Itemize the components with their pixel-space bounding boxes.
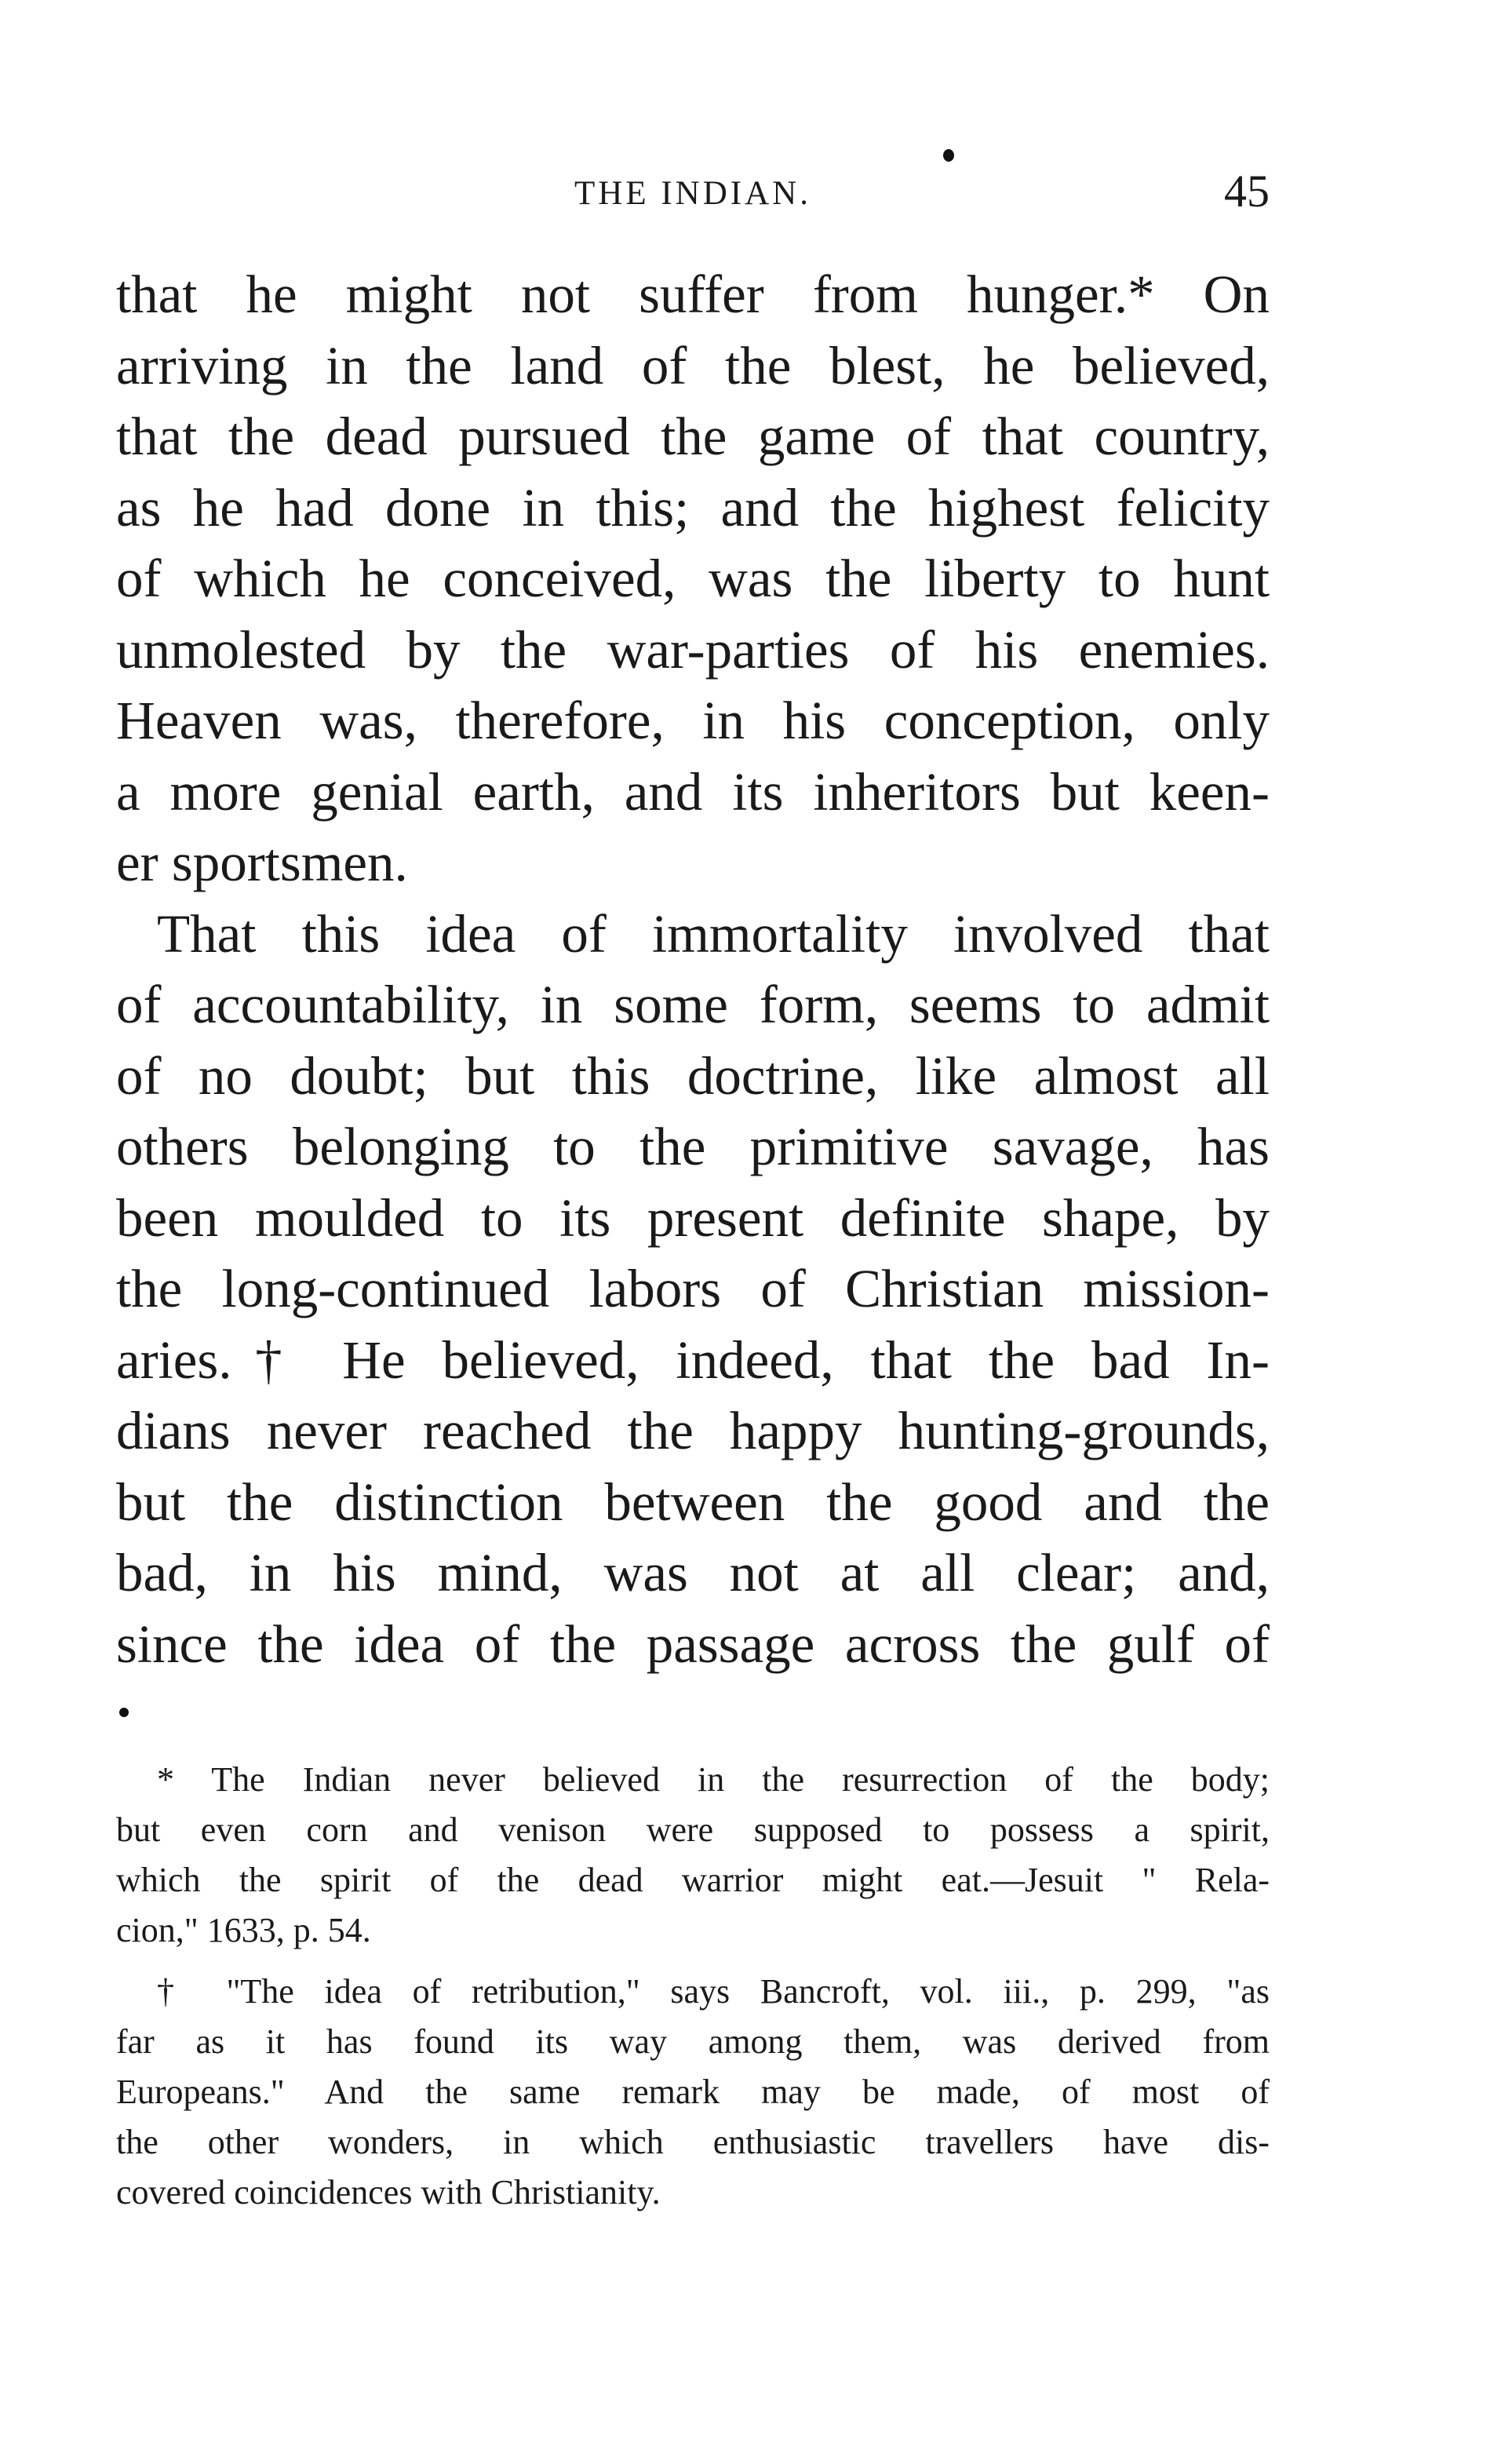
footnote-line: but even corn and venison were supposed to possess a spirit,: [116, 1810, 1270, 1849]
page-number: 45: [1224, 166, 1270, 217]
ink-speck: [119, 1708, 129, 1717]
text-line: Heaven was, therefore, in his conception, only: [116, 691, 1270, 750]
text-line: that he might not suffer from hunger.* On: [116, 264, 1270, 324]
text-line: but the distinction between the good and the: [116, 1471, 1270, 1532]
text-line: That this idea of immortality involved that: [157, 903, 1270, 964]
text-line: of no doubt; but this doctrine, like almost all: [116, 1045, 1270, 1106]
text-line: that the dead pursued the game of that country,: [116, 407, 1270, 466]
footnote-line: the other wonders, in which enthusiastic travellers have dis-: [116, 2123, 1270, 2161]
footnote-asterisk: [116, 1755, 1270, 1956]
text-line: of which he conceived, was the liberty to hunt: [116, 549, 1270, 608]
text-line: a more genial earth, and its inheritors but keen-: [116, 761, 1270, 822]
footnote-line: † "The idea of retribution," says Bancroft, vol. iii., p. 299, "as: [157, 1972, 1270, 2011]
text-line: arriving in the land of the blest, he believed,: [116, 335, 1270, 396]
text-line: been moulded to its present definite shape, by: [116, 1187, 1270, 1248]
text-line: the long-continued labors of Christian mission-: [116, 1259, 1270, 1318]
text-line: others belonging to the primitive savage, has: [116, 1117, 1270, 1176]
text-line: er sportsmen.: [116, 833, 408, 892]
footnote-line: cion," 1633, p. 54.: [116, 1911, 371, 1949]
ink-speck: [943, 149, 954, 162]
footnote-line: Europeans." And the same remark may be made, of most of: [116, 2073, 1270, 2111]
footnote-line: far as it has found its way among them, was derived from: [116, 2022, 1270, 2061]
text-line: aries.† He believed, indeed, that the bad In-: [116, 1329, 1270, 1390]
footnote-line: covered coincidences with Christianity.: [116, 2173, 661, 2211]
text-line: bad, in his mind, was not at all clear; and,: [116, 1543, 1270, 1603]
text-line: unmolested by the war-parties of his enemies.: [116, 619, 1270, 680]
text-line: of accountability, in some form, seems to admit: [116, 975, 1270, 1034]
footnote-line: which the spirit of the dead warrior might eat.—Jesuit " Rela-: [116, 1861, 1270, 1899]
running-head: THE INDIAN.: [574, 175, 811, 212]
footnotes: [116, 1755, 1270, 2218]
text-line: as he had done in this; and the highest felicity: [116, 477, 1270, 538]
page-header: [116, 165, 1270, 228]
text-line: dians never reached the happy hunting-grounds,: [116, 1401, 1270, 1460]
text-line: since the idea of the passage across the gulf of: [116, 1613, 1270, 1674]
footnote-line: * The Indian never believed in the resurrection of the body;: [157, 1760, 1270, 1799]
footnote-dagger: [116, 1967, 1270, 2218]
main-text: [116, 259, 1270, 1679]
